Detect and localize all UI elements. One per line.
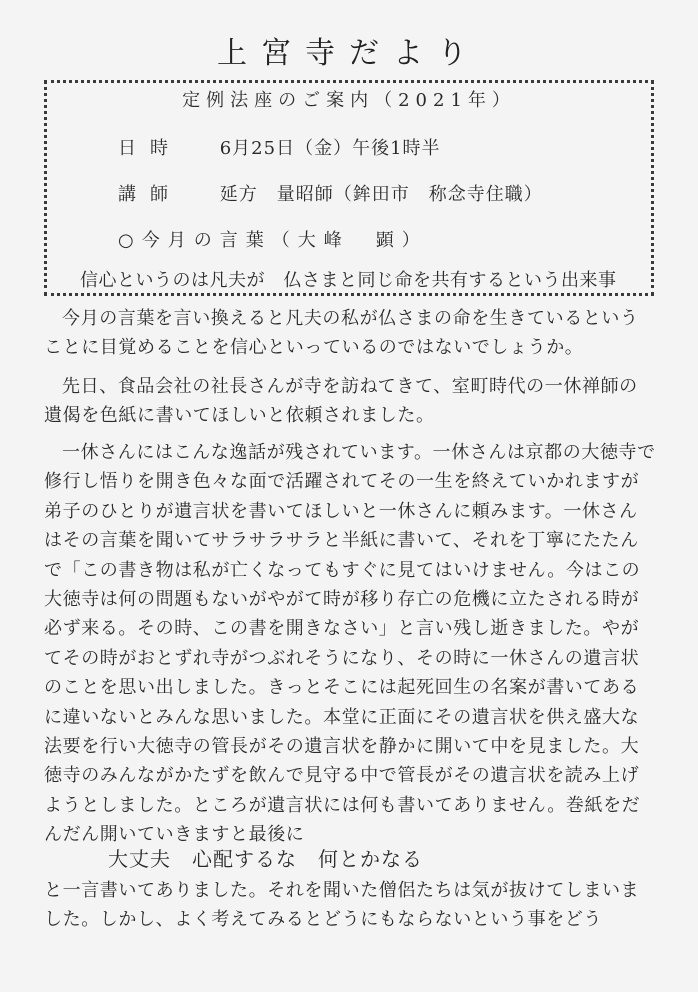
date-row [118, 134, 441, 160]
date-label: 日時 [118, 138, 182, 159]
highlight-phrase: 大丈夫 心配するな 何とかなる [108, 847, 423, 871]
lecturer-label: 講師 [118, 184, 182, 205]
announcement-heading: 定例法座のご案内（2021年） [182, 90, 516, 111]
words-of-month: 信心というのは凡夫が 仏さまと同じ命を共有するという出来事 [80, 270, 617, 291]
paragraph-4: と一言書いてありました。それを聞いた僧侶たちは気が抜けてしまいました。しかし、よく考えてみるとどうにもならないという事をどう [44, 880, 640, 931]
paragraph-3: 一休さんにはこんな逸話が残されています。一休さんは京都の大徳寺で修行し悟りを開き色々な面で活躍されてその一生を終えていかれますが弟子のひとりが遺言状を書いてほしいと一休さんに頼みます。一休さんはその言葉を聞いてサラサラサラと半紙に書いて、それを丁寧にたたんで「この書き物は私が亡くなってもすぐに見てはいけません。今はこの大徳寺は何の問題もないがやがて時が移り存亡の危機に立たされる時が必ず来る。その時、この書を開きなさい」と言い残し逝きました。やがてその時がおとずれ寺がつぶれそうになり、その時に一休さんの遺言状のことを思い出しました。きっとそこには起死回生の名案が書いてあるに違いないとみんな思いました。本堂に正面にその遺言状を供え盛大な法要を行い大徳寺の管長がその遺言状を静かに開いて中を見ました。大徳寺のみんながかたずを飲んで見守る中で管長がその遺言状を読み上げようとしました。ところが遺言状には何も書いてありません。巻紙をだんだん開いていきますと最後に [44, 442, 656, 846]
words-heading: ○今月の言葉（大峰 顕） [118, 230, 428, 251]
paragraph-1: 今月の言葉を言い換えると凡夫の私が仏さまの命を生きているということに目覚めることを信心といっているのではないでしょうか。 [44, 308, 639, 359]
date-value: 6月25日（金）午後1時半 [219, 138, 441, 159]
lecturer-row [118, 180, 543, 206]
paragraph-2: 先日、食品会社の社長さんが寺を訪ねてきて、室町時代の一休禅師の遺偈を色紙に書いてほしいと依頼されました。 [44, 376, 638, 427]
newsletter-title: 上宮寺だより [217, 36, 481, 71]
lecturer-value: 延方 量昭師（鉾田市 称念寺住職） [219, 184, 543, 205]
